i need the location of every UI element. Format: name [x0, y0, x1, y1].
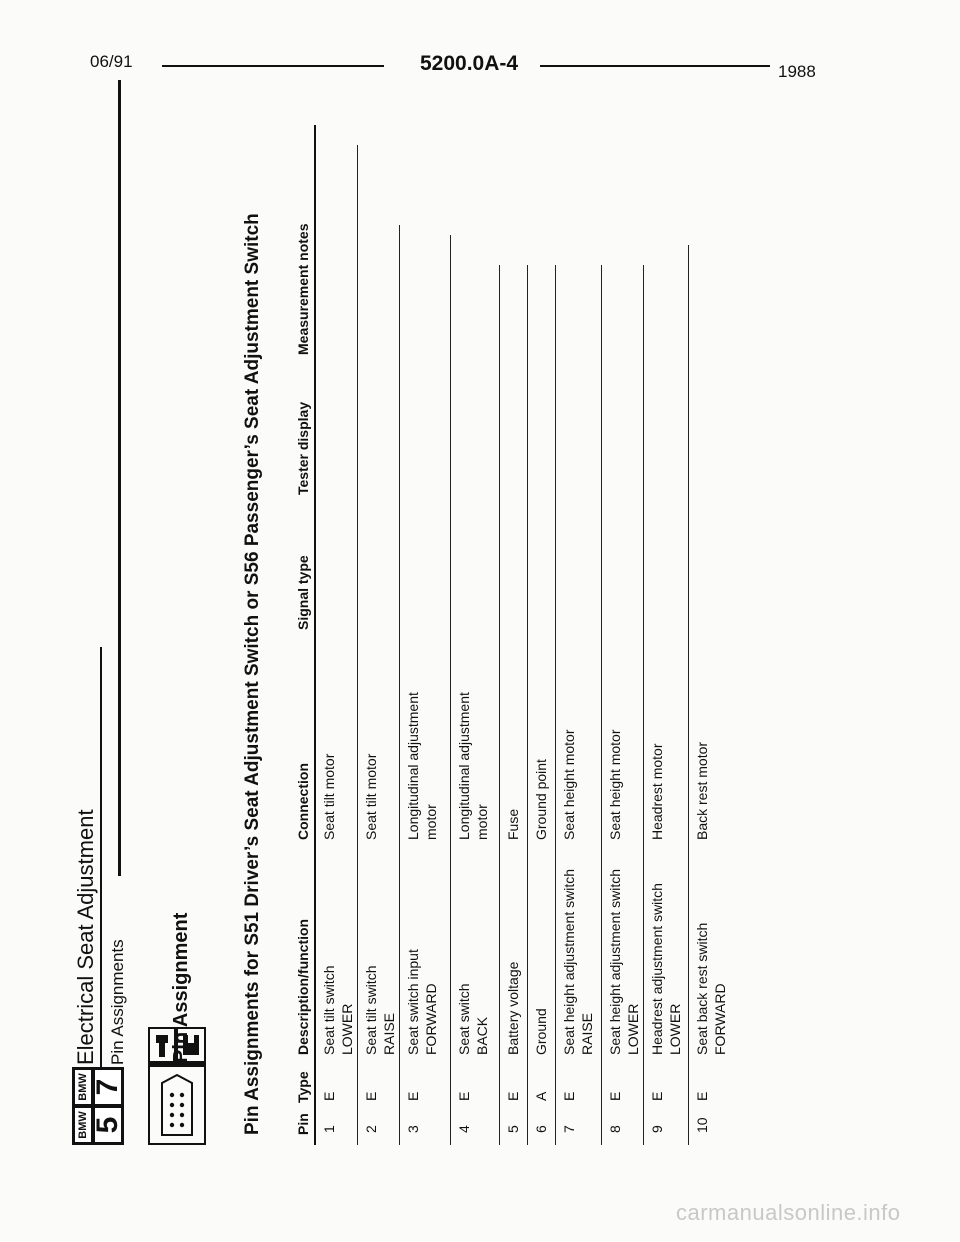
cell-connection: Longitudinal adjustment motor	[405, 692, 439, 840]
table-heading: Pin Assignments for S51 Driver’s Seat Adjustment Switch or S56 Passenger’s Seat Adjustment Switch	[242, 213, 263, 1135]
table-row	[648, 45, 683, 1145]
cell-connection: Seat tilt motor	[321, 753, 337, 840]
cell-description: Headrest adjustment switch LOWER	[649, 883, 683, 1055]
table-row	[404, 45, 439, 1145]
bmw-badge-label-right: BMW	[72, 1067, 94, 1107]
cell-type: E	[607, 1091, 623, 1101]
cell-pin: 10	[694, 1117, 710, 1133]
row-divider	[499, 265, 500, 1145]
cell-connection: Seat tilt motor	[363, 753, 379, 840]
bmw-badge-label-left: BMW	[72, 1105, 94, 1145]
cell-connection: Ground point	[533, 759, 549, 840]
col-header-tester-display: Tester display	[295, 401, 311, 495]
rotated-page	[0, 25, 728, 1175]
cell-type: E	[363, 1091, 379, 1101]
header-rule	[314, 125, 316, 1145]
row-divider	[601, 265, 602, 1145]
row-divider	[450, 235, 451, 1145]
row-divider	[357, 145, 358, 1145]
header-year: 1988	[778, 62, 816, 81]
table-row	[606, 45, 641, 1145]
row-divider	[399, 225, 400, 1145]
cell-type: E	[505, 1091, 521, 1101]
cell-pin: 2	[363, 1125, 379, 1133]
table-row	[693, 45, 728, 1145]
cell-connection: Back rest motor	[694, 741, 710, 840]
cell-description: Seat tilt switch LOWER	[321, 965, 355, 1055]
table-row	[362, 45, 397, 1145]
cell-pin: 5	[505, 1125, 521, 1133]
cell-pin: 9	[649, 1125, 665, 1133]
cell-pin: 7	[561, 1125, 577, 1133]
col-header-description: Description/function	[295, 918, 311, 1055]
cell-connection: Fuse	[505, 808, 521, 840]
watermark: carmanualsonline.info	[676, 1200, 901, 1225]
table-row	[320, 45, 355, 1145]
header-date: 06/91	[90, 52, 133, 71]
cell-connection: Seat height motor	[561, 729, 577, 840]
cell-type: E	[321, 1091, 337, 1101]
connector-icon	[148, 1065, 206, 1145]
cell-connection: Headrest motor	[649, 743, 665, 840]
row-divider	[643, 265, 644, 1145]
table-row	[455, 45, 490, 1145]
title-underline	[100, 647, 102, 1067]
cell-connection: Longitudinal adjustment motor	[456, 692, 490, 840]
cell-type: E	[694, 1091, 710, 1101]
cell-description: Seat switch BACK	[456, 983, 490, 1055]
cell-description: Seat height adjustment switch LOWER	[607, 869, 641, 1055]
cell-pin: 1	[321, 1125, 337, 1133]
col-header-connection: Connection	[295, 763, 311, 840]
col-header-pin: Pin	[295, 1113, 311, 1135]
col-header-measurement-notes: Measurement notes	[295, 223, 311, 355]
cell-type: E	[456, 1091, 472, 1101]
section-title: Pin Assignment	[170, 912, 192, 1063]
table-row	[532, 45, 549, 1145]
table-row	[504, 45, 521, 1145]
header-doc-code: 5200.0A-4	[420, 52, 519, 75]
series-badge-right: 7	[92, 1067, 124, 1107]
cell-description: Seat height adjustment switch RAISE	[561, 869, 595, 1055]
cell-description: Ground	[533, 1008, 549, 1055]
page-title: Electrical Seat Adjustment	[73, 809, 98, 1065]
cell-description: Battery voltage	[505, 961, 521, 1055]
cell-pin: 6	[533, 1125, 549, 1133]
page-subtitle: Pin Assignments	[108, 939, 127, 1065]
col-header-type: Type	[295, 1071, 311, 1103]
col-header-signal-type: Signal type	[295, 555, 311, 630]
row-divider	[555, 265, 556, 1145]
cell-type: E	[649, 1091, 665, 1101]
cell-description: Seat tilt switch RAISE	[363, 965, 397, 1055]
row-divider	[688, 245, 689, 1145]
cell-type: E	[561, 1091, 577, 1101]
cell-connection: Seat height motor	[607, 729, 623, 840]
cell-type: E	[405, 1091, 421, 1101]
row-divider	[527, 265, 528, 1145]
cell-description: Seat back rest switch FORWARD	[694, 922, 728, 1055]
cell-pin: 3	[405, 1125, 421, 1133]
cell-type: A	[533, 1091, 549, 1101]
cell-pin: 4	[456, 1125, 472, 1133]
cell-pin: 8	[607, 1125, 623, 1133]
series-badge-left: 5	[92, 1105, 124, 1145]
cell-description: Seat switch input FORWARD	[405, 949, 439, 1055]
table-row	[560, 45, 595, 1145]
